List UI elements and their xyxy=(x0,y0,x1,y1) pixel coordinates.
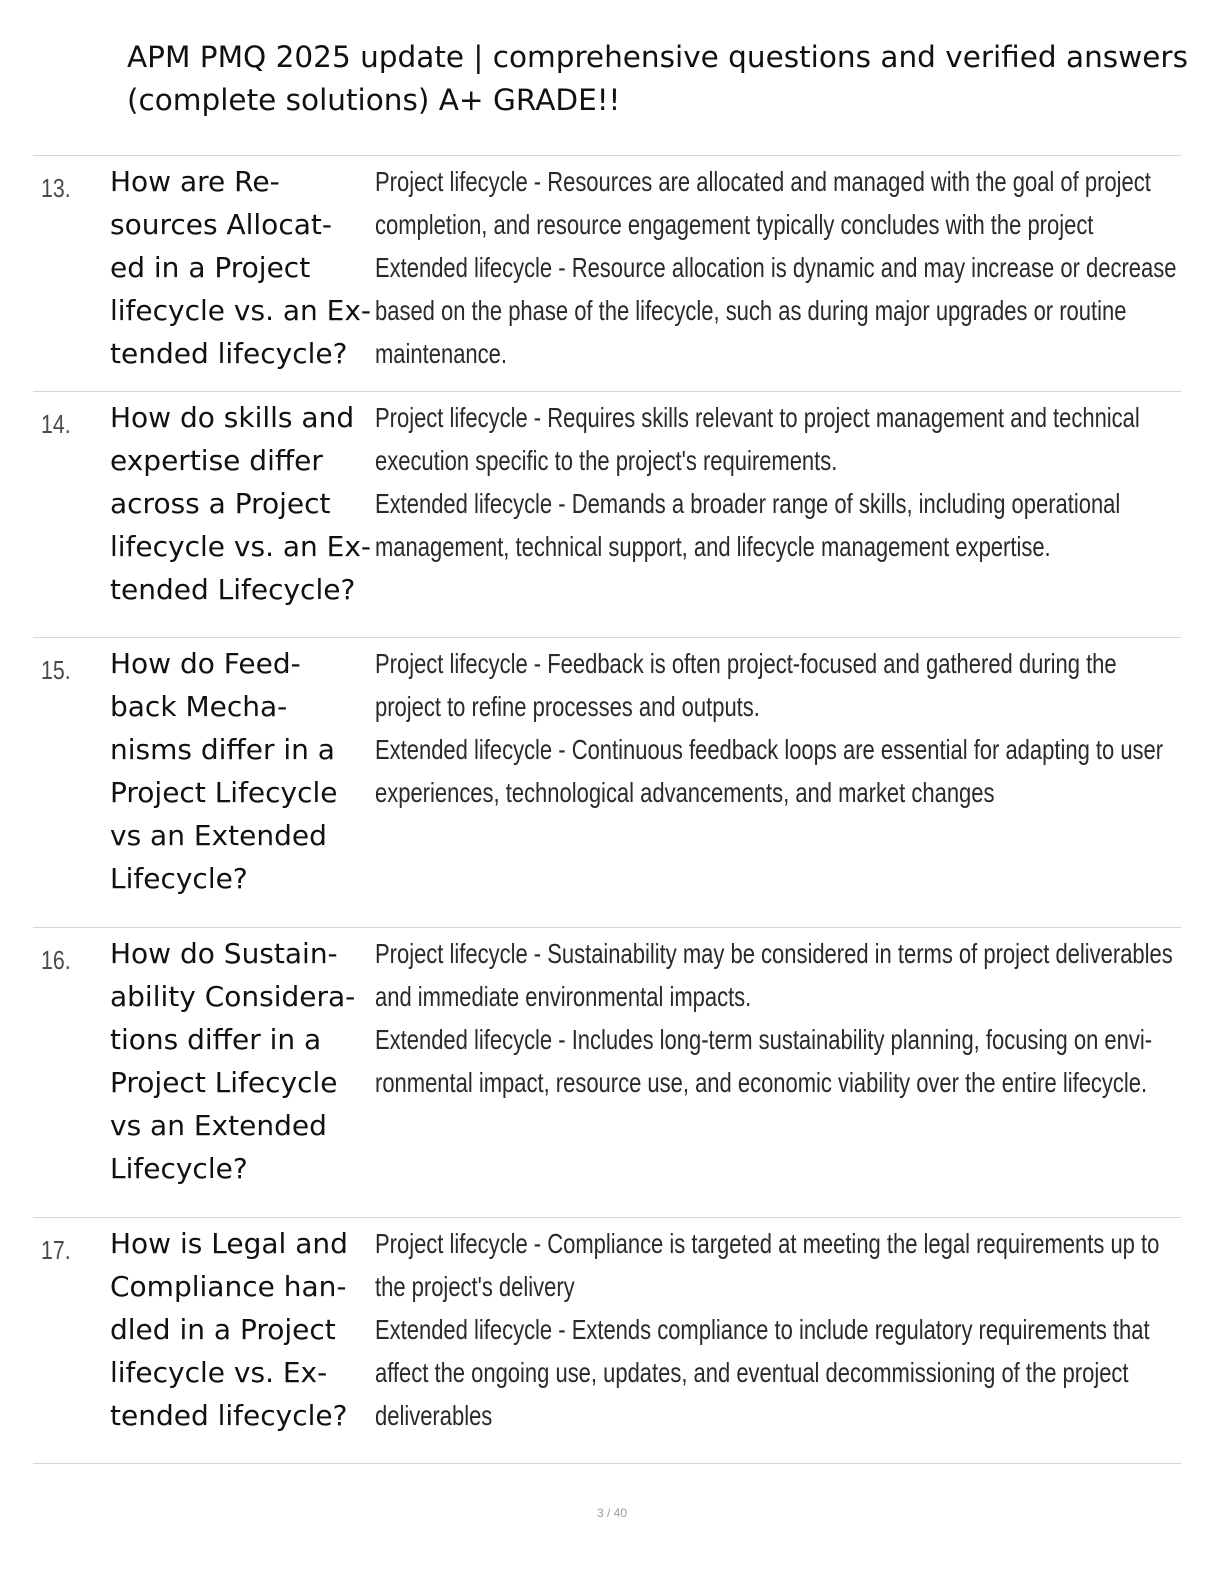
answer-line: the project's delivery xyxy=(375,1271,575,1302)
answer-line: Extended lifecycle - Includes long-term sustainability planning, focusing on envi- xyxy=(375,1024,1153,1055)
question-number: 17. xyxy=(41,1235,71,1265)
question-number: 13. xyxy=(41,173,71,203)
answer-line: Extended lifecycle - Resource allocation is dynamic and may increase or decrease xyxy=(375,252,1177,283)
answer-line: Extended lifecycle - Continuous feedback loops are essential for adapting to user xyxy=(375,734,1164,765)
qa-row xyxy=(33,638,1181,928)
page-indicator: 3 / 40 xyxy=(596,1506,628,1520)
qa-row xyxy=(33,156,1181,392)
answer-line: project to refine processes and outputs. xyxy=(375,691,760,722)
qa-row xyxy=(33,928,1181,1218)
answer-line: Project lifecycle - Resources are allocated and managed with the goal of project xyxy=(375,166,1151,197)
answer-line: Extended lifecycle - Demands a broader range of skills, including operational xyxy=(375,488,1121,519)
answer-line: execution specific to the project's requirements. xyxy=(375,445,838,476)
document-title: APM PMQ 2025 update | comprehensive questions and verified answers (complete solutions) A+ GRADE!! xyxy=(127,40,1188,117)
answer-line: experiences, technological advancements, and market changes xyxy=(375,777,995,808)
answer-line: maintenance. xyxy=(375,338,507,369)
answer-line: and immediate environmental impacts. xyxy=(375,981,752,1012)
answer-line: Project lifecycle - Sustainability may be considered in terms of project deliverables xyxy=(375,938,1173,969)
answer-line: Project lifecycle - Feedback is often project-focused and gathered during the xyxy=(375,648,1117,679)
question-number: 16. xyxy=(41,945,71,975)
answer-line: completion, and resource engagement typically concludes with the project xyxy=(375,209,1094,240)
answer-line: Extended lifecycle - Extends compliance to include regulatory requirements that xyxy=(375,1314,1150,1345)
qa-list xyxy=(33,155,1181,1464)
answer-text xyxy=(375,1222,1175,1437)
question-text: How is Legal and Compliance han- dled in a Project lifecycle vs. Ex- tended lifecycle? xyxy=(110,1227,348,1432)
question-text: How are Re- sources Allocat- ed in a Project lifecycle vs. an Ex- tended lifecycle? xyxy=(110,165,372,370)
question-text: How do skills and expertise differ across a Project lifecycle vs. an Ex- tended Lifecycle? xyxy=(110,401,372,606)
answer-line: deliverables xyxy=(375,1400,493,1431)
answer-line: Project lifecycle - Requires skills relevant to project management and technical xyxy=(375,402,1140,433)
qa-row xyxy=(33,1218,1181,1464)
answer-line: management, technical support, and lifecycle management expertise. xyxy=(375,531,1051,562)
question-number: 15. xyxy=(41,655,71,685)
answer-line: affect the ongoing use, updates, and eventual decommissioning of the project xyxy=(375,1357,1129,1388)
answer-text xyxy=(375,932,1175,1104)
answer-text xyxy=(375,160,1175,375)
answer-text xyxy=(375,642,1175,814)
answer-line: ronmental impact, resource use, and economic viability over the entire lifecycle. xyxy=(375,1067,1148,1098)
answer-line: Project lifecycle - Compliance is targeted at meeting the legal requirements up to xyxy=(375,1228,1160,1259)
question-text: How do Sustain- ability Considera- tions differ in a Project Lifecycle vs an Extended Lifecycle? xyxy=(110,937,356,1185)
answer-text xyxy=(375,396,1175,568)
answer-line: based on the phase of the lifecycle, such as during major upgrades or routine xyxy=(375,295,1127,326)
question-text: How do Feed- back Mecha- nisms differ in a Project Lifecycle vs an Extended Lifecycle? xyxy=(110,647,338,895)
question-number: 14. xyxy=(41,409,71,439)
qa-row xyxy=(33,392,1181,638)
